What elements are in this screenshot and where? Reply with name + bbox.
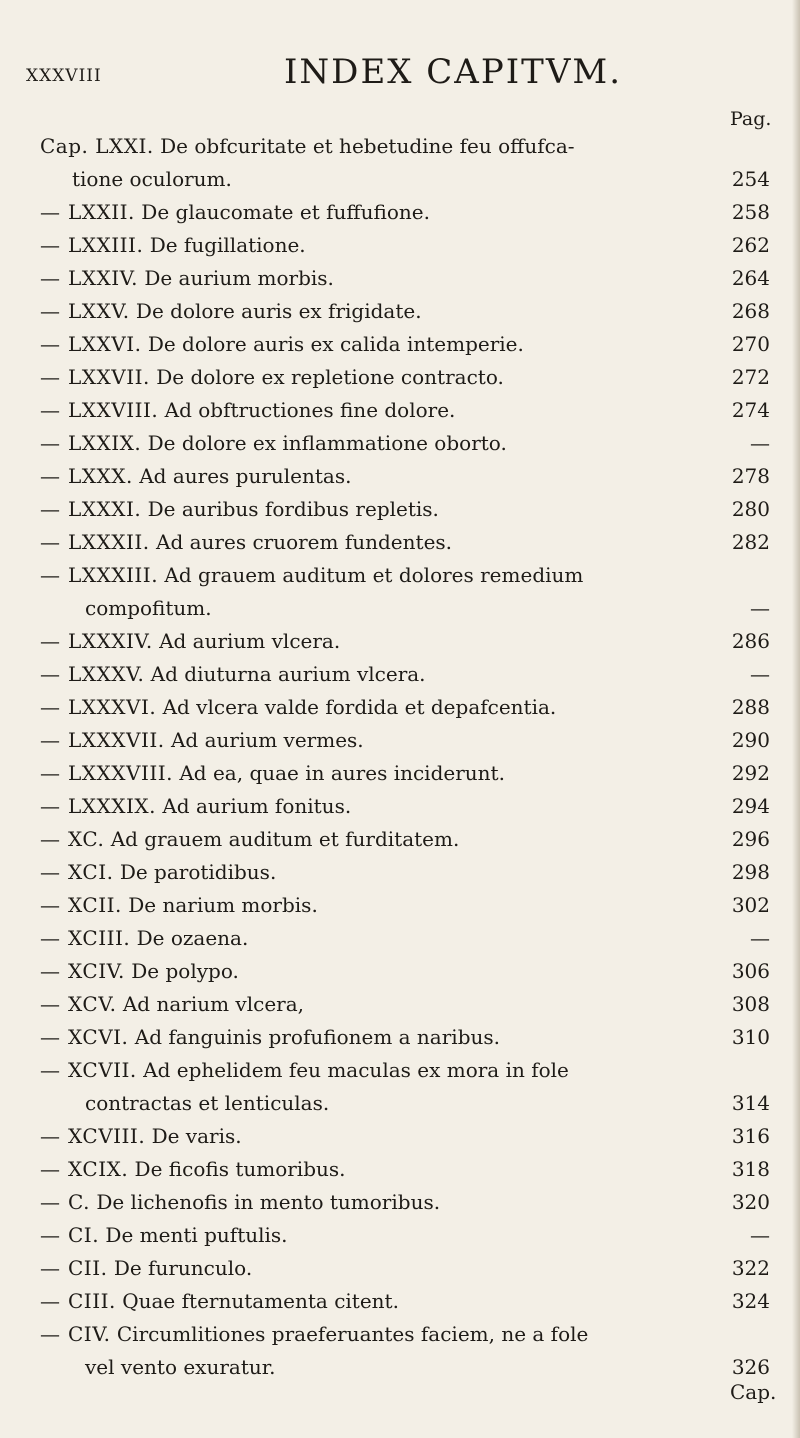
entry-dash: — [40, 1256, 60, 1280]
chapter-number: LXXVIII. [68, 398, 159, 422]
index-entry [40, 757, 770, 790]
index-entry [40, 229, 770, 262]
page-number: — [750, 662, 770, 686]
entry-dash: — [40, 563, 60, 587]
page-number: 316 [731, 1124, 770, 1148]
entry-dash: — [40, 662, 60, 686]
chapter-title: De polypo. [131, 959, 239, 983]
chapter-number: XCIII. [68, 926, 131, 950]
entry-line [40, 134, 575, 158]
chapter-number: XC. [68, 827, 105, 851]
chapter-title: Ad aurium vlcera. [159, 629, 341, 653]
page-number: 254 [731, 167, 770, 191]
page-column-label: Pag. [730, 108, 772, 130]
chapter-title: Ad aures purulentas. [139, 464, 352, 488]
entry-line [40, 860, 276, 884]
chapter-title: Ad vlcera valde fordida et depafcentia. [162, 695, 557, 719]
chapter-title: De dolore ex repletione contracto. [156, 365, 504, 389]
chapter-title: Ad grauem auditum et furditatem. [110, 827, 460, 851]
chapter-title-continued: tione oculorum. [72, 167, 232, 191]
entry-line [40, 1289, 399, 1313]
page-number: 264 [731, 266, 770, 290]
entry-dash: — [40, 893, 60, 917]
chapter-number: LXXXIV. [68, 629, 153, 653]
entry-line [40, 1025, 500, 1049]
index-entry [40, 460, 770, 493]
entry-line [40, 398, 455, 422]
chapter-number: LXXXIII. [68, 563, 159, 587]
chapter-number: LXXXVIII. [68, 761, 173, 785]
chapter-title: De narium morbis. [128, 893, 318, 917]
chapter-title: De glaucomate et fuffufione. [141, 200, 430, 224]
index-entry [40, 130, 770, 196]
catchword: Cap. [730, 1380, 777, 1404]
page-number: 298 [731, 860, 770, 884]
page-number: 296 [731, 827, 770, 851]
page-number: 272 [731, 365, 770, 389]
entry-dash: — [40, 1058, 60, 1082]
entry-line [40, 1190, 440, 1214]
index-entry [40, 526, 770, 559]
page-title: INDEX CAPITVM. [284, 52, 623, 92]
entry-dash: — [40, 497, 60, 521]
chapter-number: LXXXVI. [68, 695, 157, 719]
chapter-title: De ozaena. [136, 926, 249, 950]
index-entry [40, 889, 770, 922]
entry-dash: — [40, 299, 60, 323]
chapter-title: Ad diuturna aurium vlcera. [150, 662, 426, 686]
page-number: 320 [731, 1190, 770, 1214]
page-number: 286 [731, 629, 770, 653]
chapter-title: De dolore auris ex calida intemperie. [147, 332, 524, 356]
chapter-number: CI. [68, 1223, 100, 1247]
page-number: 302 [731, 893, 770, 917]
page-number: 292 [731, 761, 770, 785]
entry-line [40, 959, 239, 983]
index-entry [40, 559, 770, 625]
entry-line [40, 1223, 288, 1247]
entry-line [40, 893, 318, 917]
index-entry [40, 427, 770, 460]
chapter-number: XCII. [68, 893, 122, 917]
chapter-title: De fugillatione. [149, 233, 306, 257]
page-number: 280 [731, 497, 770, 521]
index-entry [40, 658, 770, 691]
chapter-title: De ficofis tumoribus. [134, 1157, 346, 1181]
chapter-number: LXXVII. [68, 365, 150, 389]
page-number: 306 [731, 959, 770, 983]
chapter-title: De menti puftulis. [105, 1223, 288, 1247]
entry-dash: — [40, 1289, 60, 1313]
chapter-title: De dolore auris ex frigidate. [135, 299, 422, 323]
page-number: 318 [731, 1157, 770, 1181]
page-number: 270 [731, 332, 770, 356]
chapter-title: De obfcuritate et hebetudine feu offufca- [160, 134, 575, 158]
entry-line [40, 1058, 569, 1082]
chapter-title: Quae fternutamenta citent. [122, 1289, 399, 1313]
index-entry [40, 922, 770, 955]
page-number: 294 [731, 794, 770, 818]
entry-line [40, 530, 452, 554]
entry-line [40, 1256, 252, 1280]
entry-dash: — [40, 1190, 60, 1214]
index-entry [40, 955, 770, 988]
page-edge [792, 0, 800, 1438]
entry-dash: — [40, 266, 60, 290]
page-number: 282 [731, 530, 770, 554]
chapter-number: Cap. LXXI. [40, 134, 154, 158]
index-entry [40, 262, 770, 295]
entry-dash: — [40, 794, 60, 818]
chapter-title: Ad grauem auditum et dolores remedium [164, 563, 584, 587]
index-entry [40, 493, 770, 526]
chapter-number: LXXXVII. [68, 728, 165, 752]
entry-line [40, 299, 422, 323]
chapter-number: CIV. [68, 1322, 111, 1346]
chapter-title: Ad aurium fonitus. [162, 794, 352, 818]
entry-dash: — [40, 431, 60, 455]
entry-dash: — [40, 728, 60, 752]
chapter-number: LXXIX. [68, 431, 142, 455]
entry-dash: — [40, 959, 60, 983]
chapter-number: XCVIII. [68, 1124, 146, 1148]
folio-number: XXXVIII [26, 66, 102, 86]
entry-line [40, 332, 524, 356]
index-entry [40, 1252, 770, 1285]
chapter-title: De auribus fordibus repletis. [147, 497, 439, 521]
chapter-number: XCIV. [68, 959, 125, 983]
entry-dash: — [40, 233, 60, 257]
entry-line [40, 728, 364, 752]
page-number: 326 [731, 1355, 770, 1379]
index-entry [40, 394, 770, 427]
chapter-title: De lichenofis in mento tumoribus. [96, 1190, 441, 1214]
entry-line [40, 629, 340, 653]
chapter-number: XCI. [68, 860, 114, 884]
page-number: 278 [731, 464, 770, 488]
index-entry [40, 1318, 770, 1384]
chapter-number: LXXII. [68, 200, 135, 224]
page-number: 308 [731, 992, 770, 1016]
chapter-number: LXXXIX. [68, 794, 156, 818]
entry-dash: — [40, 629, 60, 653]
index-entry [40, 1120, 770, 1153]
chapter-title: Ad aures cruorem fundentes. [156, 530, 453, 554]
page-number: 268 [731, 299, 770, 323]
entry-dash: — [40, 200, 60, 224]
index-entries [40, 130, 770, 1384]
chapter-title: De parotidibus. [119, 860, 277, 884]
page-number: 322 [731, 1256, 770, 1280]
chapter-number: LXXX. [68, 464, 133, 488]
entry-line [40, 563, 583, 587]
chapter-title: Ad obftructiones fine dolore. [164, 398, 456, 422]
entry-line [40, 827, 459, 851]
chapter-number: LXXXI. [68, 497, 142, 521]
chapter-number: LXXXII. [68, 530, 150, 554]
entry-dash: — [40, 1322, 60, 1346]
page-number: 262 [731, 233, 770, 257]
index-entry [40, 1186, 770, 1219]
chapter-number: XCVII. [68, 1058, 137, 1082]
entry-dash: — [40, 992, 60, 1016]
chapter-number: XCIX. [68, 1157, 129, 1181]
chapter-title: Ad narium vlcera, [122, 992, 305, 1016]
chapter-number: CII. [68, 1256, 108, 1280]
entry-line [40, 431, 507, 455]
page-number: 258 [731, 200, 770, 224]
entry-dash: — [40, 1157, 60, 1181]
index-entry [40, 1153, 770, 1186]
entry-line [40, 1322, 588, 1346]
chapter-title: De dolore ex inflammatione oborto. [147, 431, 507, 455]
entry-line [40, 1157, 346, 1181]
entry-dash: — [40, 464, 60, 488]
entry-dash: — [40, 365, 60, 389]
chapter-title: Ad fanguinis profufionem a naribus. [134, 1025, 500, 1049]
chapter-number: LXXIII. [68, 233, 144, 257]
chapter-number: XCV. [68, 992, 117, 1016]
entry-dash: — [40, 1025, 60, 1049]
index-entry [40, 1219, 770, 1252]
entry-dash: — [40, 398, 60, 422]
entry-dash: — [40, 860, 60, 884]
entry-dash: — [40, 827, 60, 851]
chapter-title: Ad ea, quae in aures inciderunt. [179, 761, 505, 785]
entry-dash: — [40, 1223, 60, 1247]
index-entry [40, 790, 770, 823]
entry-line [40, 200, 430, 224]
entry-line [40, 1124, 242, 1148]
chapter-title: De aurium morbis. [144, 266, 334, 290]
entry-dash: — [40, 761, 60, 785]
entry-dash: — [40, 1124, 60, 1148]
chapter-number: LXXIV. [68, 266, 138, 290]
chapter-title-continued: vel vento exuratur. [85, 1355, 276, 1379]
entry-dash: — [40, 332, 60, 356]
index-entry [40, 361, 770, 394]
chapter-title: De varis. [151, 1124, 242, 1148]
chapter-number: LXXV. [68, 299, 130, 323]
chapter-number: LXXXV. [68, 662, 145, 686]
entry-dash: — [40, 530, 60, 554]
entry-line [40, 233, 306, 257]
index-entry [40, 724, 770, 757]
index-entry [40, 625, 770, 658]
entry-line [40, 497, 439, 521]
page-number: 324 [731, 1289, 770, 1313]
chapter-number: CIII. [68, 1289, 116, 1313]
index-entry [40, 328, 770, 361]
page-number: 290 [731, 728, 770, 752]
entry-dash: — [40, 695, 60, 719]
chapter-title: Ad ephelidem feu maculas ex mora in fole [143, 1058, 569, 1082]
entry-line [40, 695, 556, 719]
entry-dash: — [40, 926, 60, 950]
chapter-number: C. [68, 1190, 90, 1214]
page-number: — [750, 431, 770, 455]
index-entry [40, 1054, 770, 1120]
chapter-number: LXXVI. [68, 332, 142, 356]
entry-line [40, 266, 334, 290]
entry-line [40, 926, 248, 950]
index-entry [40, 295, 770, 328]
chapter-title: Circumlitiones praeferuantes faciem, ne a fole [116, 1322, 589, 1346]
entry-line [40, 365, 504, 389]
index-entry [40, 196, 770, 229]
index-entry [40, 988, 770, 1021]
entry-line [40, 464, 351, 488]
chapter-title: De furunculo. [113, 1256, 253, 1280]
entry-line [40, 992, 304, 1016]
page-number: — [750, 1223, 770, 1247]
index-entry [40, 856, 770, 889]
entry-line [40, 761, 505, 785]
index-entry [40, 823, 770, 856]
chapter-title-continued: compofitum. [85, 596, 212, 620]
index-entry [40, 1021, 770, 1054]
entry-line [40, 794, 351, 818]
page-number: 288 [731, 695, 770, 719]
page-number: 310 [731, 1025, 770, 1049]
index-entry [40, 691, 770, 724]
chapter-title-continued: contractas et lenticulas. [85, 1091, 330, 1115]
page-number: 314 [731, 1091, 770, 1115]
page-number: 274 [731, 398, 770, 422]
index-entry [40, 1285, 770, 1318]
entry-line [40, 662, 426, 686]
page-number: — [750, 596, 770, 620]
page-number: — [750, 926, 770, 950]
chapter-title: Ad aurium vermes. [170, 728, 364, 752]
running-header [26, 52, 760, 92]
chapter-number: XCVI. [68, 1025, 129, 1049]
